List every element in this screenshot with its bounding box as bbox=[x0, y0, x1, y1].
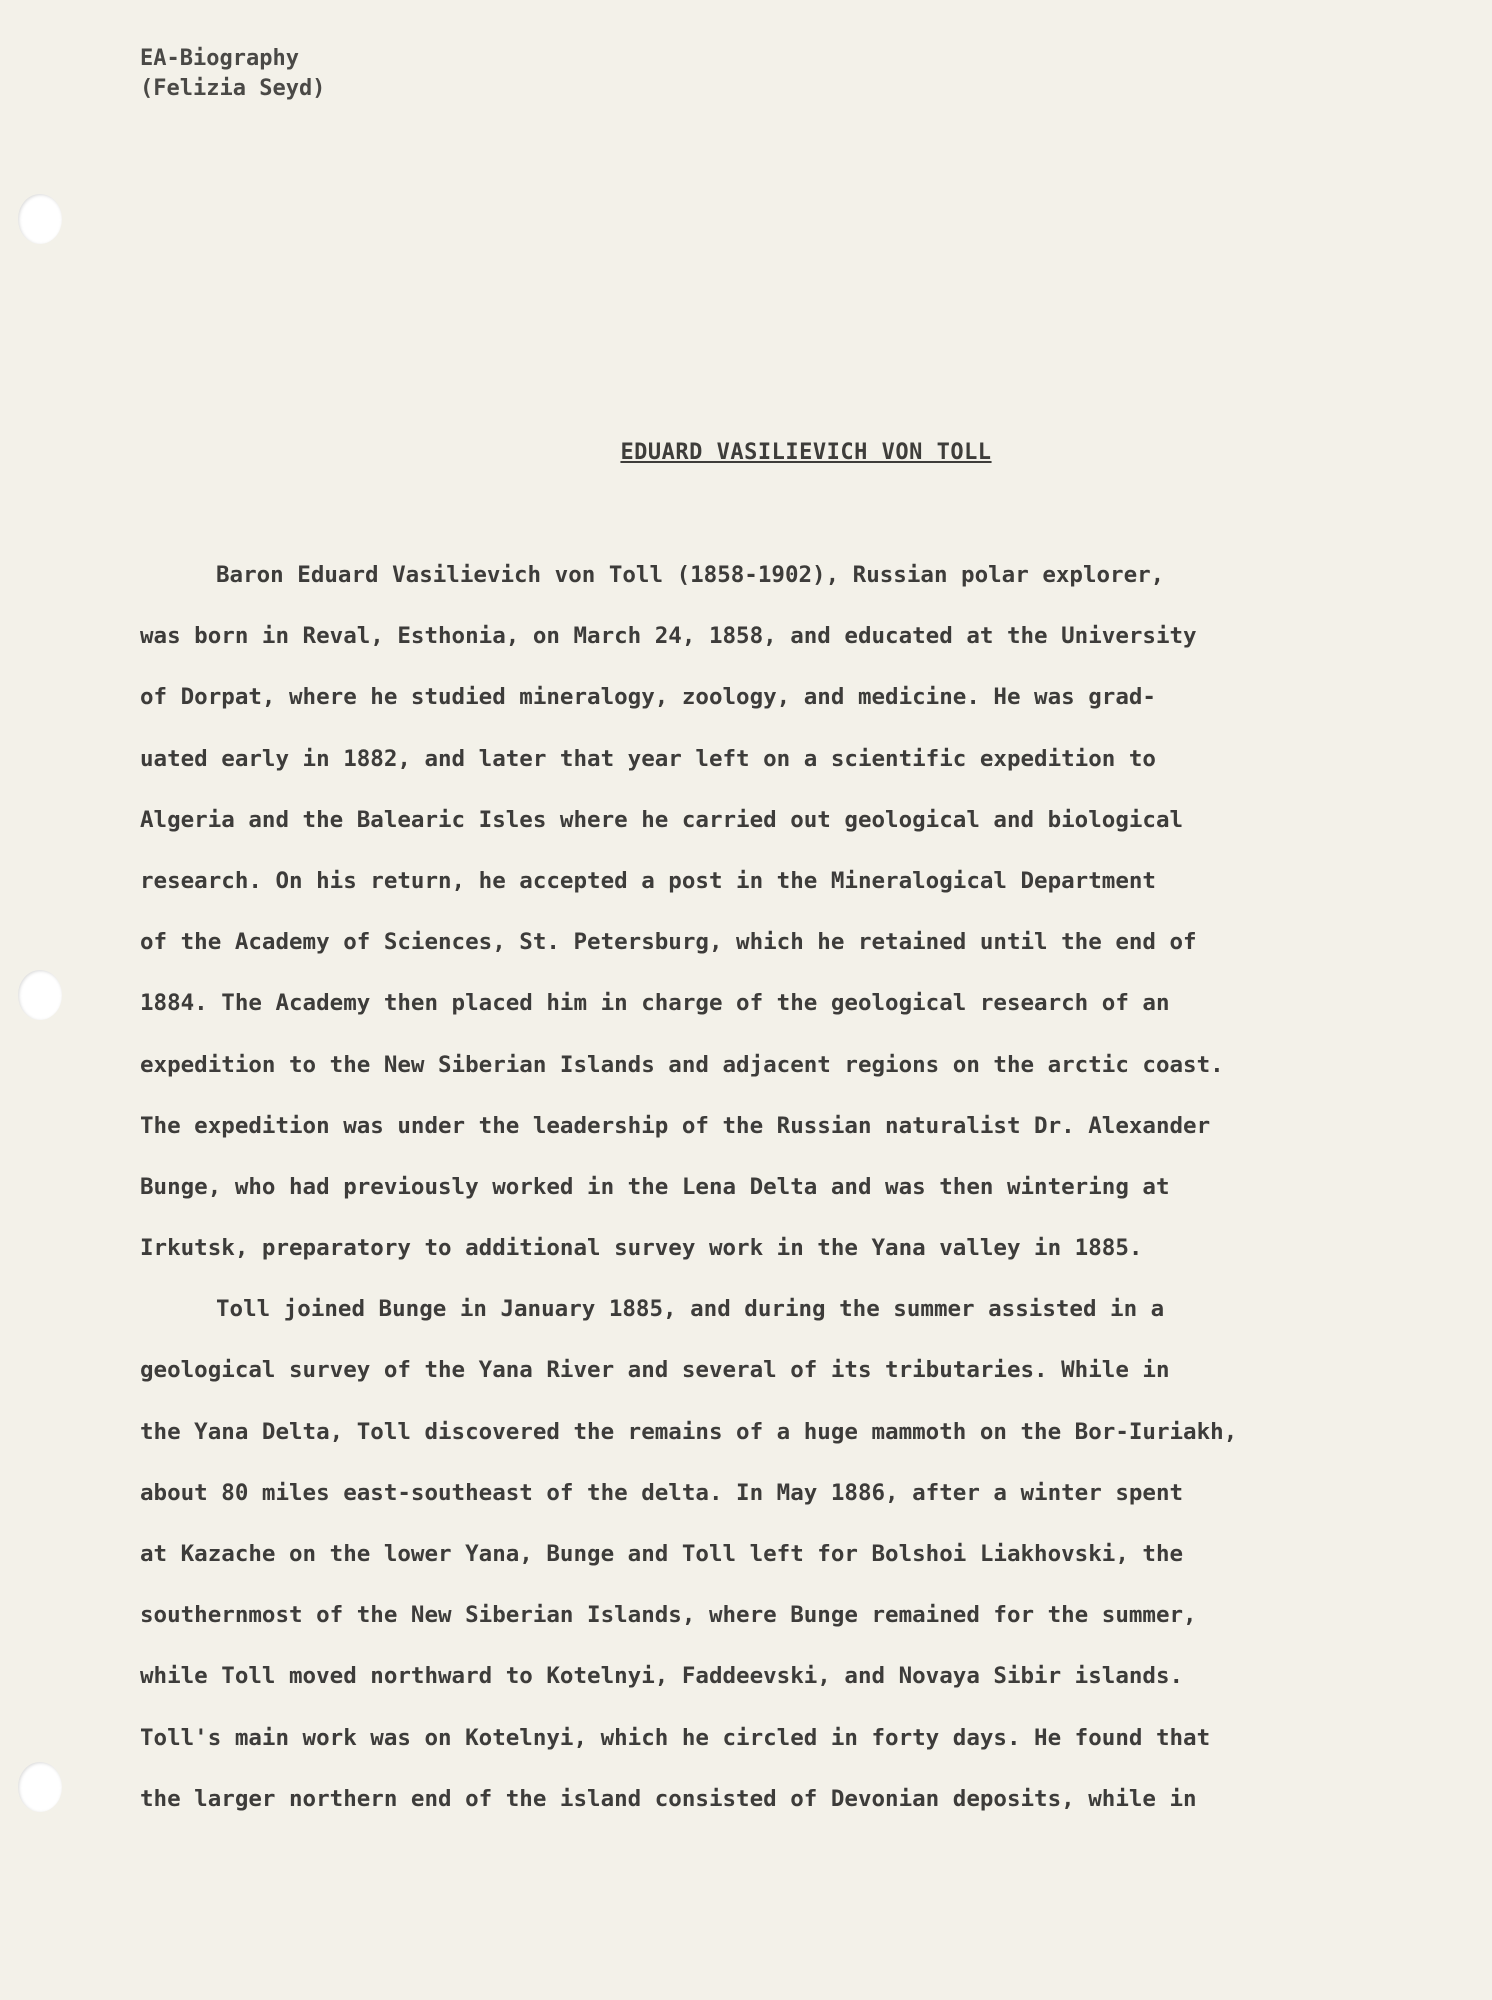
text-line: The expedition was under the leadership of the Russian naturalist Dr. Alexander bbox=[140, 1112, 1211, 1139]
page-title: EDUARD VASILIEVICH VON TOLL bbox=[620, 440, 992, 465]
text-line: of Dorpat, where he studied mineralogy, zoology, and medicine. He was grad- bbox=[140, 684, 1156, 711]
text-line: of the Academy of Sciences, St. Petersburg, which he retained until the end of bbox=[140, 929, 1197, 956]
text-line: Algeria and the Balearic Isles where he carried out geological and biological bbox=[140, 806, 1184, 833]
text-line: the larger northern end of the island consisted of Devonian deposits, while in bbox=[140, 1785, 1197, 1812]
text-line: about 80 miles east-southeast of the delta. In May 1886, after a winter spent bbox=[140, 1479, 1184, 1506]
punch-hole bbox=[18, 970, 62, 1020]
punch-hole bbox=[18, 194, 62, 244]
text-line: at Kazache on the lower Yana, Bunge and Toll left for Bolshoi Liakhovski, the bbox=[140, 1541, 1184, 1567]
header-series: EA-Biography bbox=[140, 46, 299, 71]
text-line: uated early in 1882, and later that year left on a scientific expedition to bbox=[140, 745, 1156, 772]
body-text bbox=[140, 560, 1380, 1845]
text-line: was born in Reval, Esthonia, on March 24, 1858, and educated at the University bbox=[140, 623, 1197, 650]
text-line: 1884. The Academy then placed him in charge of the geological research of an bbox=[140, 990, 1170, 1017]
text-line: southernmost of the New Siberian Islands, where Bunge remained for the summer, bbox=[140, 1602, 1197, 1629]
text-line: Baron Eduard Vasilievich von Toll (1858-1902), Russian polar explorer, bbox=[216, 562, 1165, 588]
text-line: Toll joined Bunge in January 1885, and during the summer assisted in a bbox=[216, 1296, 1165, 1323]
text-line: the Yana Delta, Toll discovered the remains of a huge mammoth on the Bor-Iuriakh, bbox=[140, 1418, 1238, 1445]
text-line: while Toll moved northward to Kotelnyi, Faddeevski, and Novaya Sibir islands. bbox=[140, 1663, 1184, 1690]
text-line: Bunge, who had previously worked in the Lena Delta and was then wintering at bbox=[140, 1173, 1170, 1200]
punch-hole bbox=[18, 1762, 62, 1812]
text-line: Toll's main work was on Kotelnyi, which he circled in forty days. He found that bbox=[140, 1724, 1211, 1751]
text-line: geological survey of the Yana River and several of its tributaries. While in bbox=[140, 1357, 1170, 1384]
document-header bbox=[140, 44, 325, 104]
text-line: research. On his return, he accepted a post in the Mineralogical Department bbox=[140, 867, 1156, 894]
text-line: expedition to the New Siberian Islands and adjacent regions on the arctic coast. bbox=[140, 1051, 1224, 1078]
header-author: (Felizia Seyd) bbox=[140, 76, 326, 101]
text-line: Irkutsk, preparatory to additional survey work in the Yana valley in 1885. bbox=[140, 1235, 1143, 1262]
